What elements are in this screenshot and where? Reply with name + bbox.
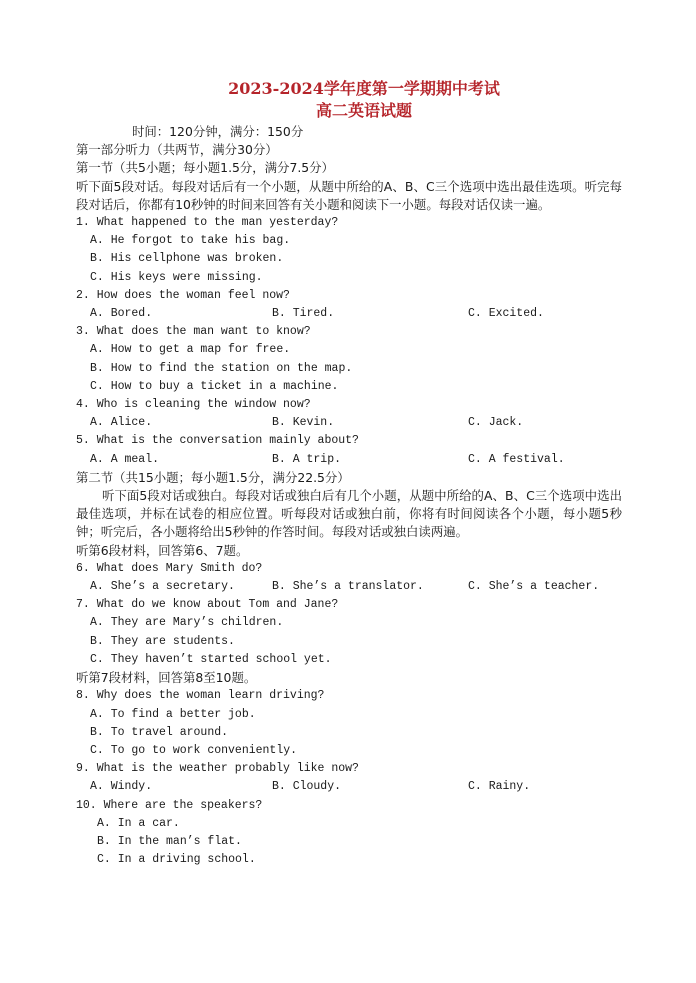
q10-option-a: A. In a car.: [97, 816, 180, 830]
q7-option-c: C. They haven’t started school yet.: [90, 652, 332, 666]
q6-option-a: A. She’s a secretary.: [90, 580, 235, 594]
q10-option-b: B. In the man’s flat.: [97, 834, 242, 848]
question-9: 9. What is the weather probably like now?: [76, 762, 359, 776]
q6-options: [76, 578, 622, 596]
question-2: 2. How does the woman feel now?: [76, 288, 290, 302]
exam-title: 2023-2024学年度第一学期期中考试: [228, 79, 500, 98]
q8-option-c: C. To go to work conveniently.: [90, 743, 298, 757]
section2-heading: 第二节（共15小题；每小题1.5分，满分22.5分）: [76, 469, 350, 485]
question-10: 10. Where are the speakers?: [76, 798, 263, 812]
q5-option-a: A. A meal.: [90, 452, 160, 466]
q5-options: [76, 451, 622, 469]
q9-option-c: C. Rainy.: [468, 780, 531, 794]
section2-instructions: 听下面5段对话或独白。每段对话或独白后有几个小题，从题中所给的A、B、C三个选项中选出最佳选项，并标在试卷的相应位置。听每段对话或独白前，你将有时间阅读各个小题，每小题5秒钟；听完后，各小题将给出5秒钟的作答时间。每段对话或独白读两遍。: [76, 488, 622, 540]
question-8: 8. Why does the woman learn driving?: [76, 689, 325, 703]
question-5: 5. What is the conversation mainly about?: [76, 434, 359, 448]
time-info: 时间：120分钟，满分：150分: [132, 124, 304, 139]
section1-heading: 第一节（共5小题；每小题1.5分，满分7.5分）: [76, 160, 334, 176]
q4-option-b: B. Kevin.: [272, 416, 335, 430]
q4-option-c: C. Jack.: [468, 416, 524, 430]
part1-heading: 第一部分听力（共两节，满分30分）: [76, 142, 278, 158]
q10-option-c: C. In a driving school.: [97, 853, 256, 867]
q4-options: [76, 414, 622, 432]
q1-option-b: B. His cellphone was broken.: [90, 252, 284, 266]
q9-option-b: B. Cloudy.: [272, 780, 342, 794]
q2-option-b: B. Tired.: [272, 307, 335, 321]
exam-page: [76, 78, 622, 869]
q6-option-b: B. She’s a translator.: [272, 580, 424, 594]
q9-options: [76, 778, 622, 796]
q2-options: [76, 305, 622, 323]
q8-option-b: B. To travel around.: [90, 725, 229, 739]
section1-instructions: 听下面5段对话。每段对话后有一个小题，从题中所给的A、B、C三个选项中选出最佳选项。听完每段对话后，你都有10秒钟的时间来回答有关小题和阅读下一小题。每段对话仅读一遍。: [76, 178, 622, 212]
q7-option-b: B. They are students.: [90, 634, 235, 648]
material-6-note: 听第6段材料，回答第6、7题。: [76, 542, 249, 558]
q7-option-a: A. They are Mary’s children.: [90, 616, 284, 630]
exam-subtitle: 高二英语试题: [315, 101, 412, 120]
question-7: 7. What do we know about Tom and Jane?: [76, 598, 339, 612]
q3-option-b: B. How to find the station on the map.: [90, 361, 353, 375]
q2-option-c: C. Excited.: [468, 307, 544, 321]
q2-option-a: A. Bored.: [90, 307, 153, 321]
q9-option-a: A. Windy.: [90, 780, 153, 794]
q3-option-c: C. How to buy a ticket in a machine.: [90, 379, 339, 393]
material-7-note: 听第7段材料，回答第8至10题。: [76, 670, 257, 686]
question-1: 1. What happened to the man yesterday?: [76, 216, 339, 230]
q8-option-a: A. To find a better job.: [90, 707, 256, 721]
q5-option-b: B. A trip.: [272, 452, 342, 466]
question-6: 6. What does Mary Smith do?: [76, 561, 263, 575]
q6-option-c: C. She’s a teacher.: [468, 580, 600, 594]
q1-option-a: A. He forgot to take his bag.: [90, 234, 291, 248]
question-4: 4. Who is cleaning the window now?: [76, 398, 311, 412]
q4-option-a: A. Alice.: [90, 416, 153, 430]
q3-option-a: A. How to get a map for free.: [90, 343, 291, 357]
q1-option-c: C. His keys were missing.: [90, 270, 263, 284]
question-3: 3. What does the man want to know?: [76, 325, 311, 339]
q5-option-c: C. A festival.: [468, 452, 565, 466]
